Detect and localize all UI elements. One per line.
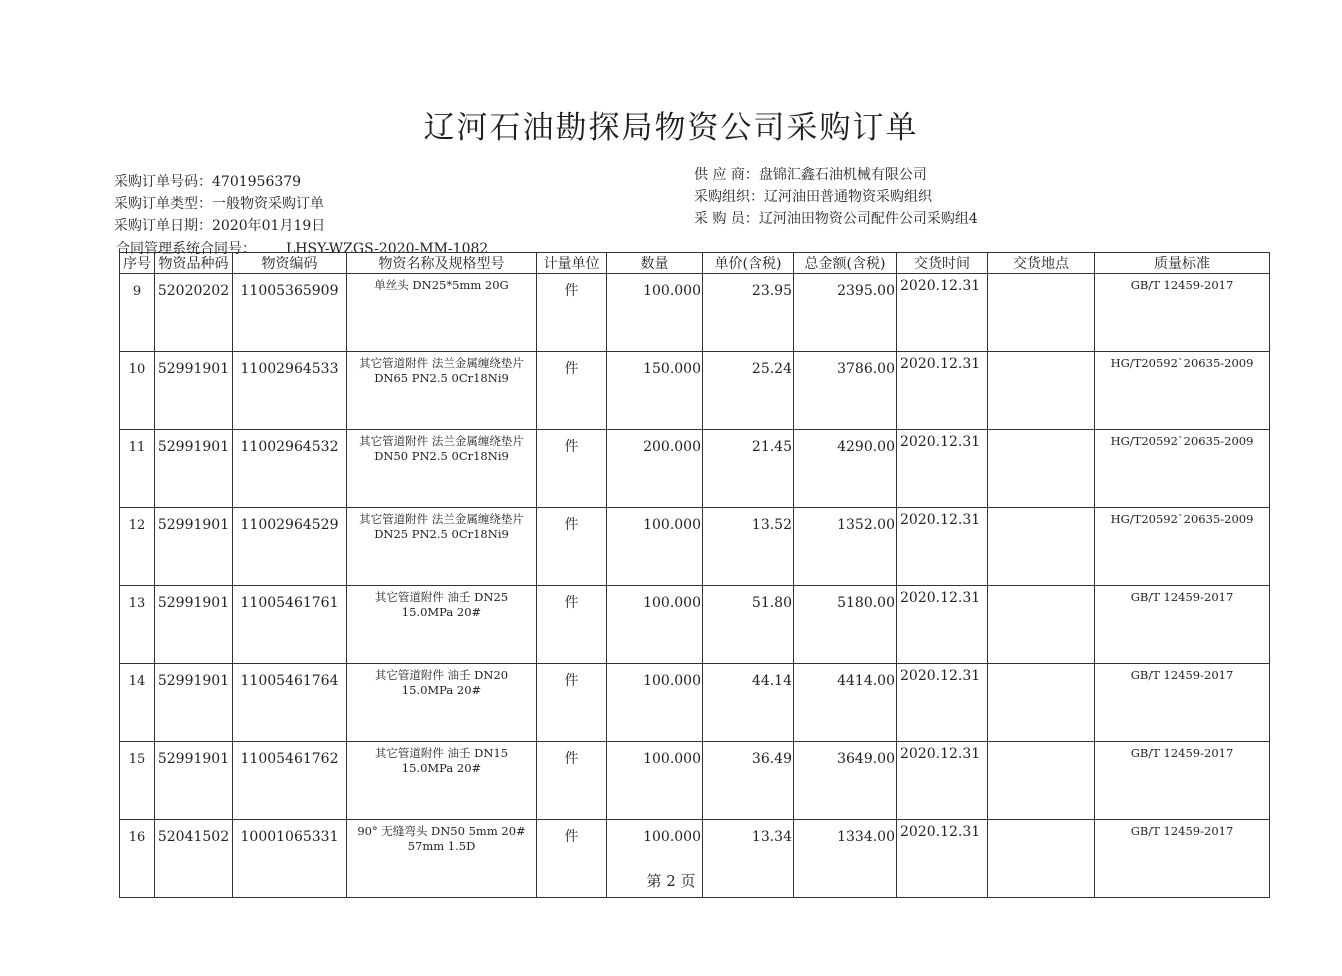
row-material-code: 10001065331 — [233, 820, 347, 898]
row-delivery-place — [988, 664, 1095, 742]
row-category-code: 52991901 — [155, 664, 233, 742]
row-quantity: 100.000 — [607, 820, 703, 898]
row-total-amount: 1334.00 — [794, 820, 897, 898]
row-quality-standard: HG/T20592`20635-2009 — [1095, 430, 1270, 508]
row-material-code: 11005461764 — [233, 664, 347, 742]
row-delivery-place — [988, 586, 1095, 664]
row-delivery-date: 2020.12.31 — [897, 430, 988, 508]
row-quantity: 100.000 — [607, 508, 703, 586]
purchase-org: 辽河油田普通物资采购组织 — [764, 189, 932, 205]
material-name-line-1: 其它管道附件 法兰金属缠绕垫片 — [359, 434, 524, 448]
row-material-name — [347, 508, 537, 586]
row-total-amount: 4414.00 — [794, 664, 897, 742]
column-header: 交货时间 — [897, 253, 988, 274]
row-quality-standard: GB/T 12459-2017 — [1095, 274, 1270, 352]
order-type: 一般物资采购订单 — [212, 196, 324, 212]
row-unit-price: 21.45 — [703, 430, 794, 508]
row-material-name — [347, 352, 537, 430]
row-total-amount: 5180.00 — [794, 586, 897, 664]
row-unit: 件 — [537, 274, 607, 352]
column-header: 计量单位 — [537, 253, 607, 274]
row-category-code: 52991901 — [155, 508, 233, 586]
row-quality-standard: HG/T20592`20635-2009 — [1095, 352, 1270, 430]
column-header: 质量标准 — [1095, 253, 1270, 274]
row-category-code: 52020202 — [155, 274, 233, 352]
table-row — [120, 430, 1270, 508]
table-row — [120, 508, 1270, 586]
row-quality-standard: GB/T 12459-2017 — [1095, 742, 1270, 820]
row-delivery-date: 2020.12.31 — [897, 586, 988, 664]
row-delivery-date: 2020.12.31 — [897, 820, 988, 898]
material-name-line-1: 单丝头 DN25*5mm 20G — [374, 278, 509, 292]
row-quantity: 100.000 — [607, 664, 703, 742]
row-delivery-place — [988, 274, 1095, 352]
row-delivery-date: 2020.12.31 — [897, 664, 988, 742]
material-name-line-2: DN25 PN2.5 0Cr18Ni9 — [374, 527, 509, 541]
row-category-code: 52991901 — [155, 352, 233, 430]
row-category-code: 52041502 — [155, 820, 233, 898]
row-quantity: 100.000 — [607, 274, 703, 352]
row-material-code: 11005461761 — [233, 586, 347, 664]
row-unit: 件 — [537, 430, 607, 508]
purchase-org-line — [694, 186, 978, 208]
material-name-line-1: 90° 无缝弯头 DN50 5mm 20# — [357, 824, 526, 838]
table-row — [120, 352, 1270, 430]
column-header: 物资编码 — [233, 253, 347, 274]
row-delivery-place — [988, 352, 1095, 430]
row-total-amount: 3649.00 — [794, 742, 897, 820]
table-row — [120, 586, 1270, 664]
material-name-line-1: 其它管道附件 油壬 DN20 — [374, 668, 509, 682]
row-quality-standard: GB/T 12459-2017 — [1095, 820, 1270, 898]
order-table — [119, 252, 1270, 898]
row-seq: 16 — [120, 820, 155, 898]
row-material-name — [347, 430, 537, 508]
table-row — [120, 274, 1270, 352]
row-unit-price: 13.34 — [703, 820, 794, 898]
order-date-label: 采购订单日期： — [114, 218, 212, 234]
row-seq: 12 — [120, 508, 155, 586]
column-header: 物资名称及规格型号 — [347, 253, 537, 274]
material-name-line-2: 15.0MPa 20# — [401, 683, 482, 697]
table-body — [120, 274, 1270, 898]
material-name-line-1: 其它管道附件 法兰金属缠绕垫片 — [359, 512, 524, 526]
row-category-code: 52991901 — [155, 586, 233, 664]
row-material-code: 11002964529 — [233, 508, 347, 586]
table-header-row — [120, 253, 1270, 274]
order-type-line — [114, 193, 325, 215]
row-seq: 9 — [120, 274, 155, 352]
row-unit-price: 23.95 — [703, 274, 794, 352]
buyer: 辽河油田物资公司配件公司采购组4 — [758, 211, 978, 227]
row-unit: 件 — [537, 742, 607, 820]
row-material-name — [347, 742, 537, 820]
table-row — [120, 664, 1270, 742]
row-unit: 件 — [537, 664, 607, 742]
row-category-code: 52991901 — [155, 742, 233, 820]
contract-label: 合同管理系统合同号： — [116, 241, 256, 257]
order-date-line — [114, 215, 325, 237]
row-delivery-date: 2020.12.31 — [897, 508, 988, 586]
row-unit-price: 13.52 — [703, 508, 794, 586]
row-unit: 件 — [537, 586, 607, 664]
row-quantity: 200.000 — [607, 430, 703, 508]
order-number-line — [114, 171, 325, 193]
row-quality-standard: GB/T 12459-2017 — [1095, 586, 1270, 664]
row-unit: 件 — [537, 508, 607, 586]
page-number: 第 2 页 — [646, 872, 696, 890]
row-material-code: 11005365909 — [233, 274, 347, 352]
row-material-code: 11002964532 — [233, 430, 347, 508]
row-material-code: 11002964533 — [233, 352, 347, 430]
material-name-line-2: DN50 PN2.5 0Cr18Ni9 — [374, 449, 509, 463]
row-material-code: 11005461762 — [233, 742, 347, 820]
table-row — [120, 742, 1270, 820]
row-delivery-date: 2020.12.31 — [897, 742, 988, 820]
supplier-line — [694, 164, 978, 186]
column-header: 物资品种码 — [155, 253, 233, 274]
buyer-line — [694, 208, 978, 230]
row-delivery-date: 2020.12.31 — [897, 274, 988, 352]
order-type-label: 采购订单类型： — [114, 196, 212, 212]
material-name-line-1: 其它管道附件 油壬 DN15 — [374, 746, 509, 760]
row-total-amount: 4290.00 — [794, 430, 897, 508]
row-seq: 13 — [120, 586, 155, 664]
buyer-label: 采 购 员： — [694, 211, 759, 227]
row-seq: 15 — [120, 742, 155, 820]
row-total-amount: 1352.00 — [794, 508, 897, 586]
order-info-right — [694, 164, 978, 230]
row-unit-price: 25.24 — [703, 352, 794, 430]
order-date: 2020年01月19日 — [212, 218, 326, 234]
row-delivery-place — [988, 742, 1095, 820]
row-delivery-date: 2020.12.31 — [897, 352, 988, 430]
row-material-name — [347, 274, 537, 352]
row-unit-price: 36.49 — [703, 742, 794, 820]
row-quantity: 100.000 — [607, 742, 703, 820]
supplier-label: 供 应 商： — [694, 167, 759, 183]
row-seq: 14 — [120, 664, 155, 742]
row-seq: 10 — [120, 352, 155, 430]
material-name-line-2: 15.0MPa 20# — [401, 605, 482, 619]
column-header: 交货地点 — [988, 253, 1095, 274]
row-unit-price: 44.14 — [703, 664, 794, 742]
order-number-label: 采购订单号码： — [114, 174, 212, 190]
row-quality-standard: HG/T20592`20635-2009 — [1095, 508, 1270, 586]
row-quantity: 100.000 — [607, 586, 703, 664]
purchase-org-label: 采购组织： — [694, 189, 764, 205]
row-unit: 件 — [537, 820, 607, 898]
order-number: 4701956379 — [212, 174, 302, 190]
column-header: 数量 — [607, 253, 703, 274]
material-name-line-2: 57mm 1.5D — [407, 839, 476, 853]
row-quantity: 150.000 — [607, 352, 703, 430]
row-unit-price: 51.80 — [703, 586, 794, 664]
row-total-amount: 3786.00 — [794, 352, 897, 430]
material-name-line-1: 其它管道附件 油壬 DN25 — [374, 590, 509, 604]
order-info-left — [114, 171, 325, 237]
row-material-name — [347, 664, 537, 742]
material-name-line-2: DN65 PN2.5 0Cr18Ni9 — [374, 371, 509, 385]
row-material-name — [347, 586, 537, 664]
column-header: 单价(含税) — [703, 253, 794, 274]
row-quality-standard: GB/T 12459-2017 — [1095, 664, 1270, 742]
material-name-line-2: 15.0MPa 20# — [401, 761, 482, 775]
material-name-line-1: 其它管道附件 法兰金属缠绕垫片 — [359, 356, 524, 370]
row-delivery-place — [988, 508, 1095, 586]
row-seq: 11 — [120, 430, 155, 508]
supplier: 盘锦汇鑫石油机械有限公司 — [758, 167, 927, 183]
row-total-amount: 2395.00 — [794, 274, 897, 352]
row-delivery-place — [988, 430, 1095, 508]
column-header: 总金额(含税) — [794, 253, 897, 274]
column-header: 序号 — [120, 253, 155, 274]
contract-number: LHSY-WZGS-2020-MM-1082 — [286, 241, 489, 257]
document-title: 辽河石油勘探局物资公司采购订单 — [423, 110, 919, 146]
row-unit: 件 — [537, 352, 607, 430]
row-category-code: 52991901 — [155, 430, 233, 508]
